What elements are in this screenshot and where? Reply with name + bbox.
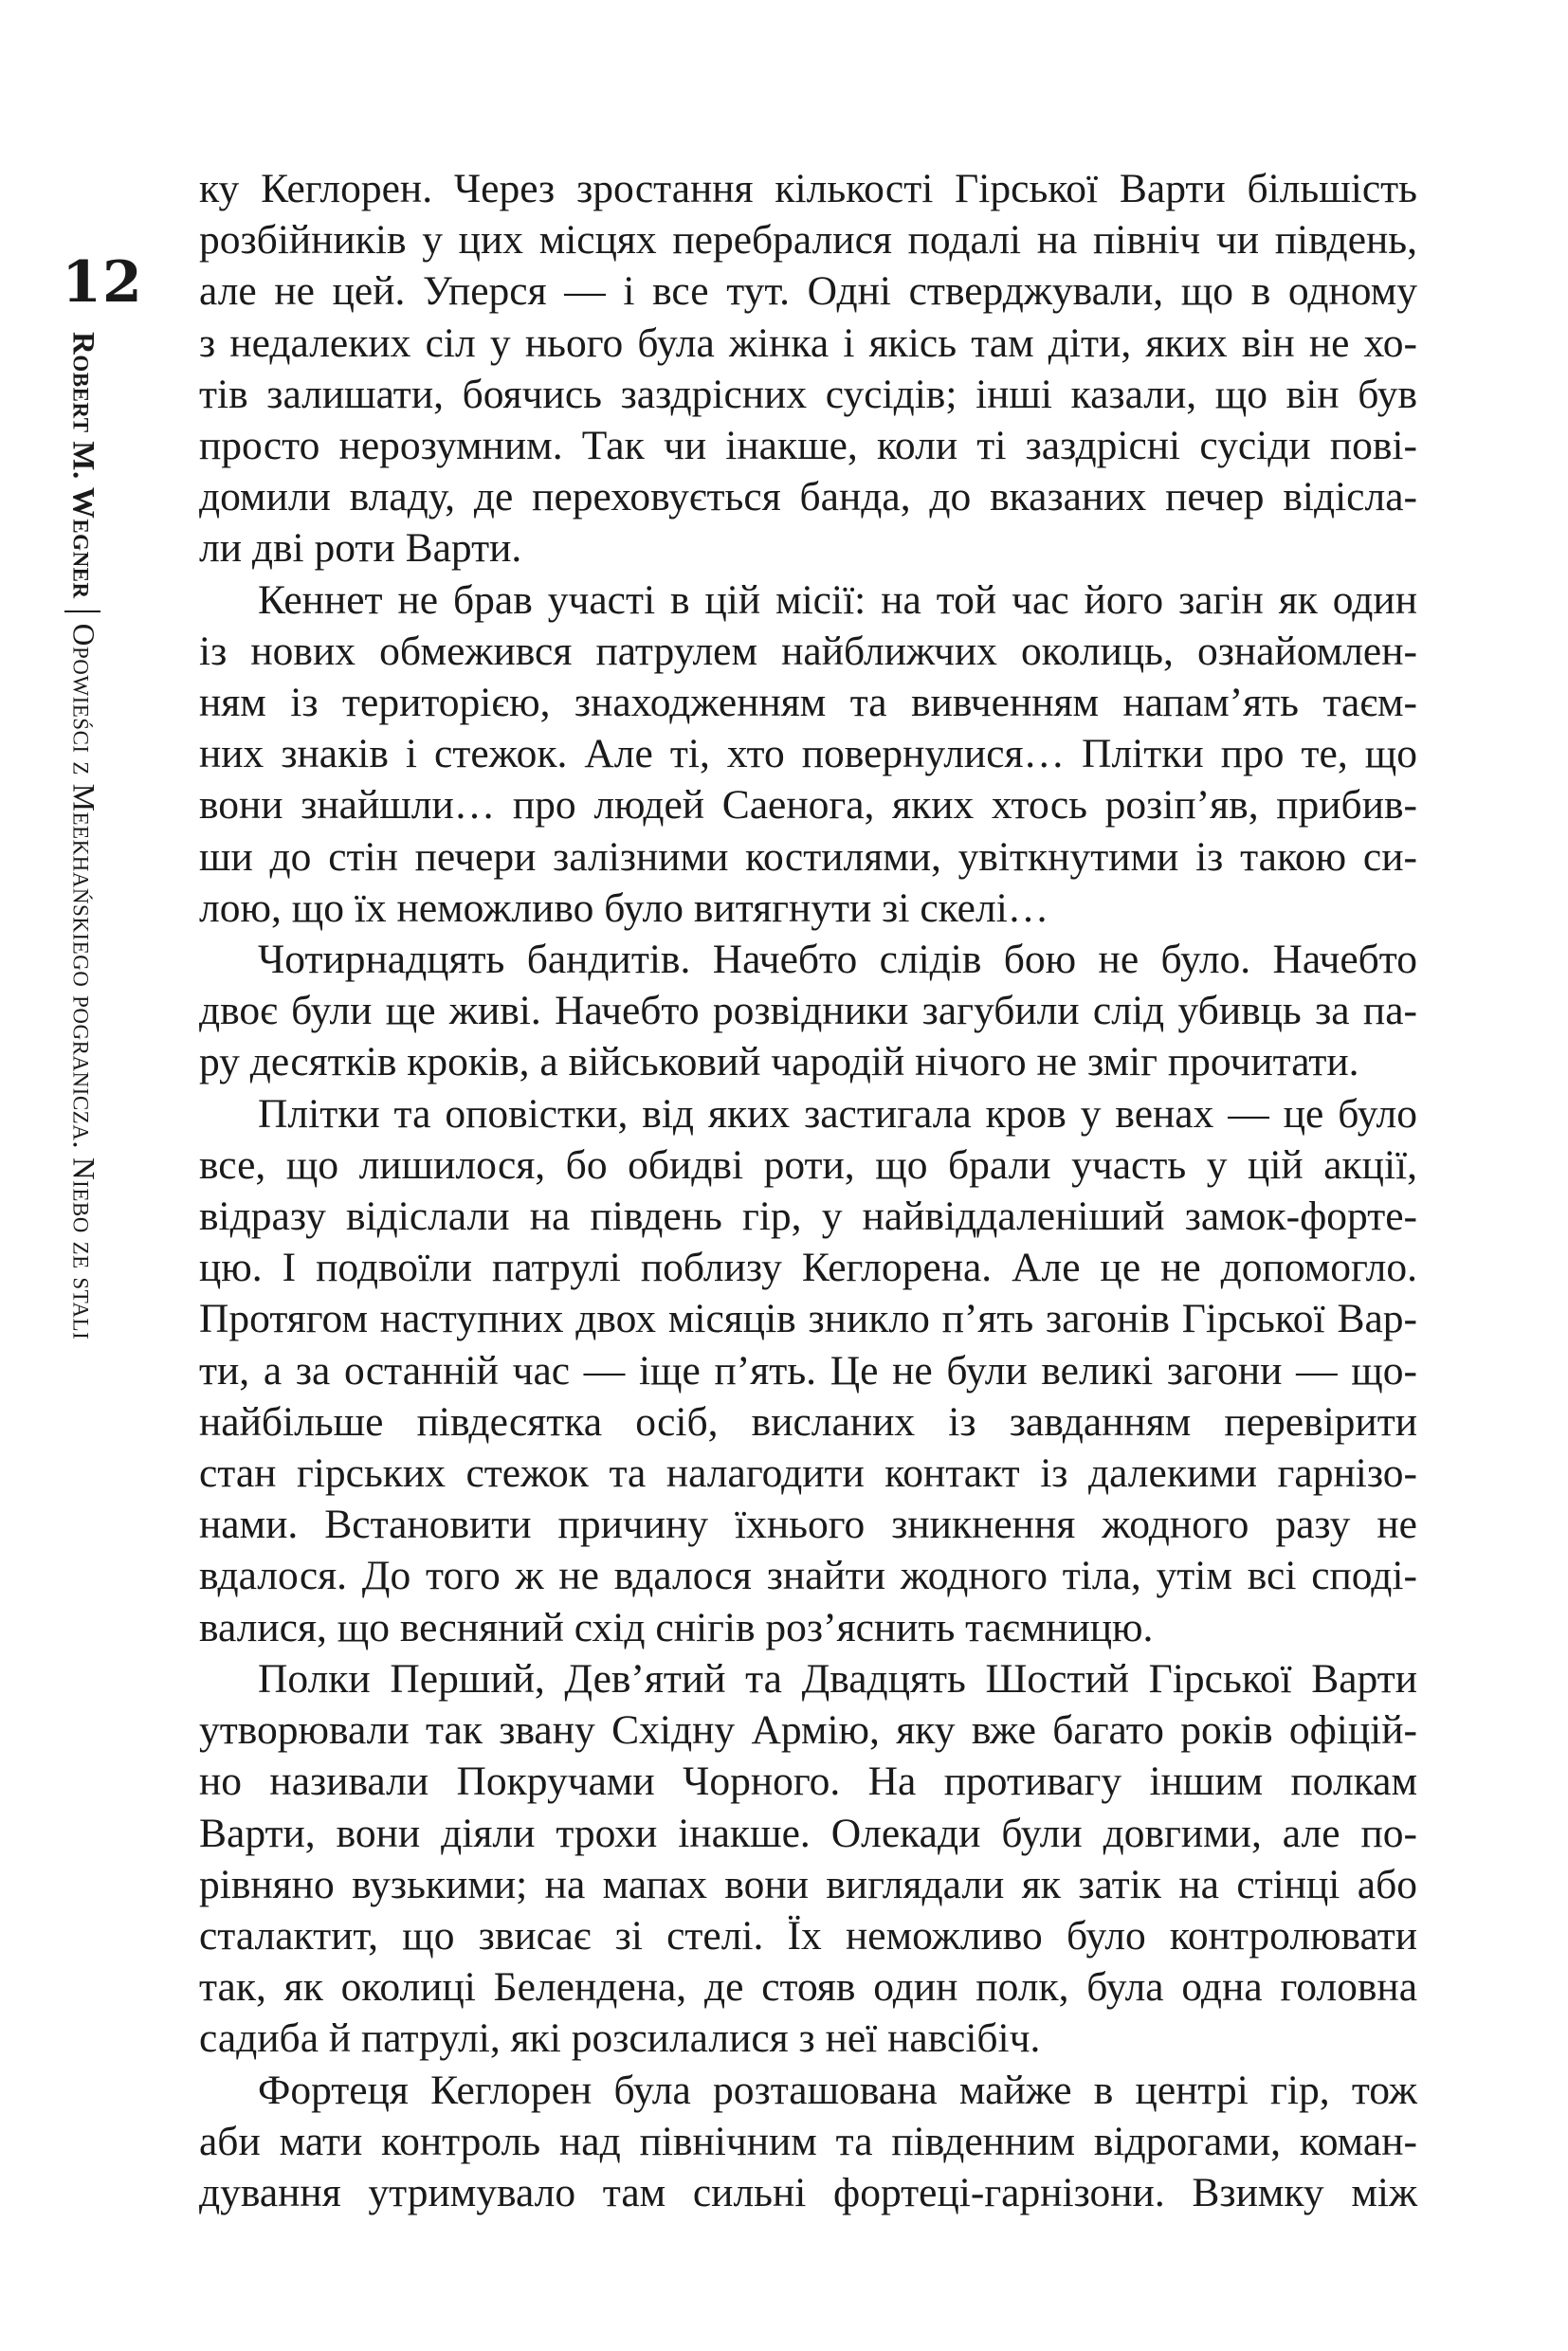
- text-line: ши до стін печери залізними костилями, увіткнутими із такою си-: [199, 833, 1417, 880]
- text-line: них знаків і стежок. Але ті, хто повернулися… Плітки про те, що: [199, 731, 1417, 777]
- text-line: Полки Перший, Дев’ятий та Двадцять Шостий Гірської Варти: [258, 1655, 1417, 1702]
- text-line: так, як околиці Белендена, де стояв один полк, була одна головна: [199, 1964, 1417, 2011]
- text-line: вдалося. До того ж не вдалося знайти жодного тіла, утім всі споді-: [199, 1553, 1417, 1599]
- text-line: рівняно вузькими; на мапах вони виглядали як затік на стінці або: [199, 1861, 1417, 1907]
- text-line: відразу відіслали на південь гір, у найвіддаленіший замок-форте-: [199, 1194, 1417, 1240]
- text-line: все, що лишилося, бо обидві роти, що брали участь у цій акції,: [199, 1141, 1417, 1188]
- text-line: домили владу, де переховується банда, до вказаних печер відісла-: [199, 474, 1417, 520]
- text-line: з недалеких сіл у нього була жінка і якісь там діти, яких він не хо-: [199, 319, 1417, 366]
- text-line: ням із територією, знаходженням та вивченням напам’ять таєм-: [199, 680, 1417, 726]
- text-line: садиба й патрулі, які розсилалися з неї навсібіч.: [199, 2015, 1041, 2062]
- page-number: 12: [62, 249, 143, 316]
- text-line: лою, що їх неможливо було витягнути зі скелі…: [199, 884, 1049, 931]
- text-line: цю. І подвоїли патрулі поблизу Кеглорена. Але це не допомогло.: [199, 1245, 1417, 1291]
- text-line: Чотирнадцять бандитів. Начебто слідів бою не було. Начебто: [258, 937, 1417, 983]
- text-line: Кеннет не брав участі в цій місії: на той час його загін як один: [258, 576, 1417, 623]
- text-line: Фортеця Кеглорен була розташована майже в центрі гір, тож: [258, 2067, 1417, 2113]
- text-line: але не цей. Уперся — і все тут. Одні стверджували, що в одному: [199, 268, 1417, 315]
- text-line: стан гірських стежок та налагодити контакт із далекими гарнізо-: [199, 1450, 1417, 1497]
- text-line: утворювали так звану Східну Армію, яку вже багато років офіцій-: [199, 1707, 1417, 1754]
- text-line: дування утримувало там сильні фортеці-гарнізони. Взимку між: [199, 2169, 1417, 2215]
- running-head-author: Robert M. Wegner: [65, 332, 100, 599]
- text-line: валися, що весняний схід снігів роз’яснить таємницю.: [199, 1604, 1154, 1650]
- text-line: но називали Покручами Чорного. На противагу іншим полкам: [199, 1759, 1417, 1805]
- text-line: тів залишати, боячись заздрісних сусідів; інші казали, що він був: [199, 371, 1417, 417]
- running-head-title: Opowieści z Meekhańskiego pogranicza. Niebo ze stali: [65, 623, 100, 1340]
- body-text: [199, 163, 1417, 2218]
- text-line: ли дві роти Варти.: [199, 525, 522, 572]
- text-line: просто нерозумним. Так чи інакше, коли ті заздрісні сусіди пові-: [199, 423, 1417, 469]
- text-line: найбільше півдесятка осіб, висланих із завданням перевірити: [199, 1398, 1417, 1445]
- text-line: Протягом наступних двох місяців зникло п’ять загонів Гірської Вар-: [199, 1296, 1417, 1342]
- text-line: вони знайшли… про людей Саенога, яких хтось розіп’яв, прибив-: [199, 782, 1417, 829]
- text-line: сталактит, що звисає зі стелі. Їх неможливо було контролювати: [199, 1912, 1417, 1959]
- text-line: аби мати контроль над північним та південним відрогами, коман-: [199, 2118, 1417, 2164]
- text-line: двоє були ще живі. Начебто розвідники загубили слід убивць за па-: [199, 988, 1417, 1034]
- text-line: нами. Встановити причину їхнього зникнення жодного разу не: [199, 1502, 1417, 1548]
- text-line: Варти, вони діяли трохи інакше. Олекади були довгими, але по-: [199, 1810, 1417, 1856]
- text-line: розбійників у цих місцях перебралися подалі на північ чи південь,: [199, 217, 1417, 264]
- text-line: ку Кеглорен. Через зростання кількості Гірської Варти більшість: [199, 166, 1417, 211]
- running-head-divider: [64, 611, 100, 612]
- text-line: ти, а за останній час — іще п’ять. Це не були великі загони — що-: [199, 1347, 1417, 1394]
- text-line: ру десятків кроків, а військовий чародій нічого не зміг прочитати.: [199, 1039, 1359, 1085]
- text-line: Плітки та оповістки, від яких застигала кров у венах — це було: [258, 1090, 1417, 1137]
- text-line: із нових обмежився патрулем найближчих околиць, ознайомлен-: [199, 628, 1417, 674]
